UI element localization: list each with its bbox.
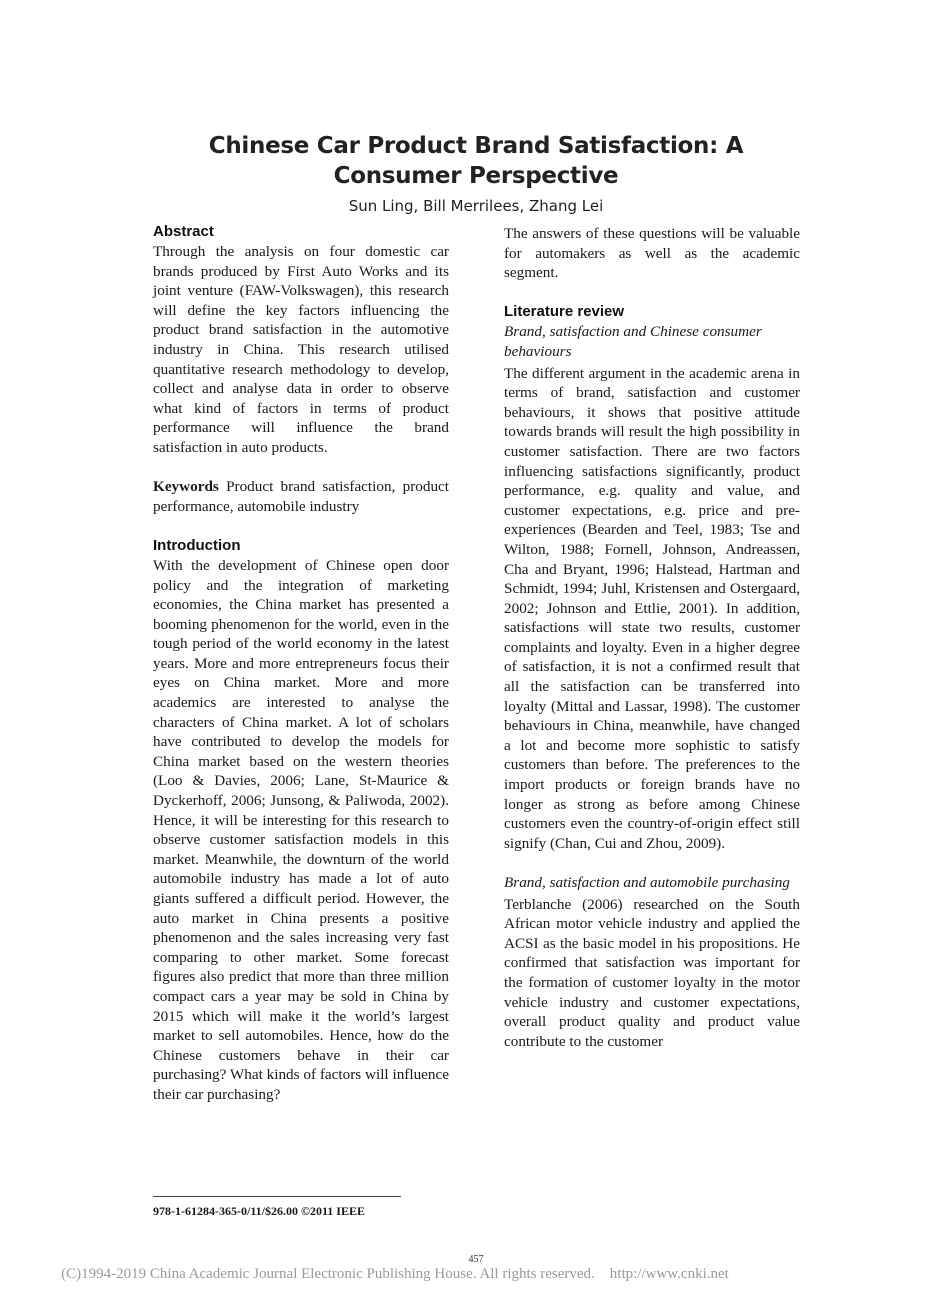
introduction-heading: Introduction xyxy=(153,536,241,554)
subsection-heading-automobile-purchasing: Brand, satisfaction and automobile purchasing xyxy=(504,874,790,891)
cnki-watermark: (C)1994-2019 China Academic Journal Electronic Publishing House. All rights reserved. http://www.cnki.net xyxy=(61,1266,729,1282)
subsection-heading-chinese-consumer: Brand, satisfaction and Chinese consumer behaviours xyxy=(504,323,762,360)
page-number: 457 xyxy=(468,1254,484,1265)
abstract-text: Through the analysis on four domestic car brands produced by First Auto Works and its joint venture (FAW-Volkswagen), this research will define the key factors influencing the product brand satisfaction in the automotive industry in China. This research utilised quantitative research methodology to develop, collect and analyse data in order to observe what kind of factors in terms of product performance will influence the brand satisfaction in auto products. xyxy=(153,243,449,456)
paper-title: Chinese Car Product Brand Satisfaction: A Consumer Perspective xyxy=(208,133,744,189)
keywords-text: Product brand satisfaction, product performance, automobile industry xyxy=(153,478,449,515)
abstract-heading: Abstract xyxy=(153,223,214,240)
introduction-continuation: The answers of these questions will be valuable for automakers as well as the academic segment. xyxy=(504,225,800,282)
author-list: Sun Ling, Bill Merrilees, Zhang Lei xyxy=(348,197,604,215)
literature-review-heading: Literature review xyxy=(504,303,625,321)
right-column xyxy=(504,224,800,1051)
footnote-divider xyxy=(153,1196,401,1197)
keywords-label: Keywords xyxy=(153,478,219,496)
isbn-footnote: 978-1-61284-365-0/11/$26.00 ©2011 IEEE xyxy=(153,1204,365,1218)
left-column xyxy=(153,222,449,1105)
subsection-text-automobile-purchasing: Terblanche (2006) researched on the South African motor vehicle industry and applied the ACSI as the basic model in his propositions. He confirmed that satisfaction was important for the formation of customer loyalty in the motor vehicle industry and customer expectations, overall product quality and product value contribute to the customer xyxy=(504,895,800,1050)
introduction-text: With the development of Chinese open door policy and the integration of marketing economies, the China market has presented a booming phenomenon for the world, even in the tough period of the world economy in the latest years. More and more entrepreneurs focus their eyes on China market. More and more academics are interested to analyse the characters of China market. A lot of scholars have contributed to develop the models for China market based on the western theories (Loo & Davies, 2006; Lane, St-Maurice & Dyckerhoff, 2006; Junsong, & Paliwoda, 2002). Hence, it will be interesting for this research to observe customer satisfaction models in this market. Meanwhile, the downturn of the world automobile industry has made a lot of auto giants suffered a difficult period. However, the auto market in China presents a positive phenomenon and the sales increasing very fast comparing to other market. Some forecast figures also predict that more than three million compact cars a year may be sold in China by 2015 which will make it the world’s largest market to sell automobiles. Hence, how do the Chinese customers behave in their car purchasing? What kinds of factors will influence their car purchasing? xyxy=(153,556,449,1103)
subsection-text-chinese-consumer: The different argument in the academic arena in terms of brand, satisfaction and customer behaviours, it shows that positive attitude towards brands will result the high possibility in customer satisfaction. There are two factors influencing satisfactions significantly, product performance, e.g. quality and value, and customer expectations, e.g. price and pre-experiences (Bearden and Teel, 1983; Tse and Wilton, 1988; Fornell, Johnson, Andreassen, Cha and Bryant, 1996; Halstead, Hartman and Schmidt, 1994; Juhl, Kristensen and Ostergaard, 2002; Johnson and Ettlie, 2001). In addition, satisfactions will state two results, customer complaints and loyalty. Even in a higher degree of satisfaction, it is not a confirmed result that all the satisfaction can be transferred into loyalty (Mittal and Lassar, 1998). The customer behaviours in China, meanwhile, have changed a lot and become more sophistic to satisfy customers than before. The preferences to the import products or foreign brands have no longer as strong as before among Chinese customers even the country-of-origin effect still signify (Chan, Cui and Zhou, 2009). xyxy=(504,364,800,852)
keywords-paragraph xyxy=(153,477,449,516)
